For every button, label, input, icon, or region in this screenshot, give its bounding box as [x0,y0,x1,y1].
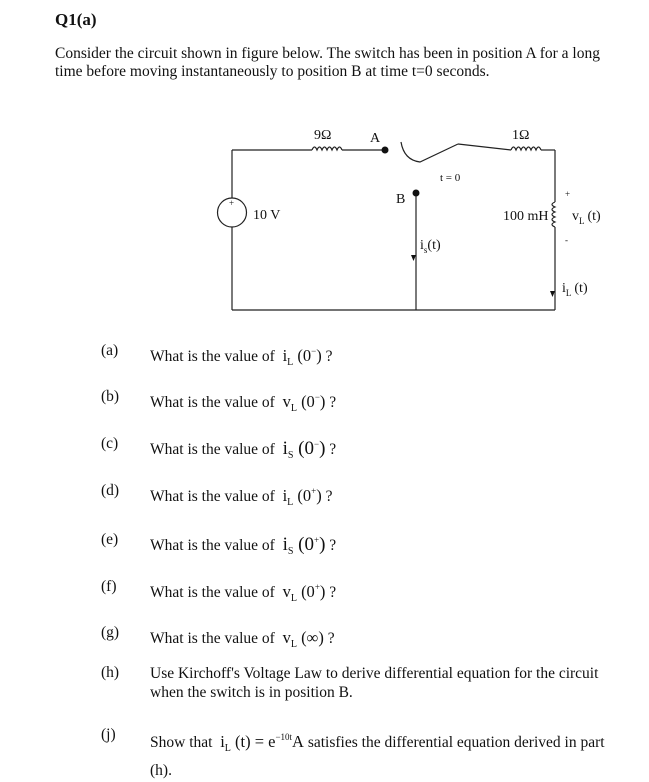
question-label: (d) [101,482,120,499]
question-label: (a) [101,342,119,359]
vl-plus: + [565,189,571,199]
il-sym: i [562,281,566,296]
question-label: (b) [101,388,120,405]
svg-text:is(t) [420,238,441,255]
pos-a-label: A [370,131,381,146]
is-sym: i [420,238,424,253]
resistor-1ohm-icon [511,147,541,150]
il-sub: L [565,288,572,298]
question-label: (f) [101,578,117,595]
circuit-diagram [0,0,649,330]
contact-b [413,190,420,197]
source-label: 10 V [253,208,281,223]
r2-label: 1Ω [512,128,530,143]
r1-label: 9Ω [314,128,332,143]
question-title: Q1(a) [55,10,97,29]
question-label: (h) [101,664,120,681]
resistor-9ohm-icon [312,147,342,150]
pos-b-label: B [396,192,406,207]
question-label: (e) [101,531,119,548]
vl-sym: v [572,209,579,224]
source-plus: + [229,198,235,208]
question-text: Use Kirchoff's Voltage Law to derive differential equation for the circuit when the switch is in position B. [150,665,599,701]
is-sub: s [423,245,428,255]
question-label: (j) [101,726,116,743]
inductor-icon [552,202,555,227]
switch-time-label: t = 0 [440,172,461,184]
switch-blade [401,142,458,162]
svg-text:iL(t) [562,281,588,298]
is-arrow-icon [411,255,416,261]
is-arg: (t) [427,238,441,253]
question-label: (g) [101,624,120,641]
il-arrow-icon [550,291,555,297]
intro-paragraph: Consider the circuit shown in figure below. The switch has been in position A for a long time before moving instantaneously to position B at time t=0 seconds. [55,45,600,80]
inductor-label: 100 mH [503,209,549,224]
question-label: (c) [101,435,119,452]
vl-arg: (t) [587,209,601,224]
contact-a [382,147,389,154]
vl-minus: - [565,235,568,245]
vl-sub: L [579,216,585,226]
svg-text:vL(t) [572,209,601,226]
il-arg: (t) [574,281,588,296]
